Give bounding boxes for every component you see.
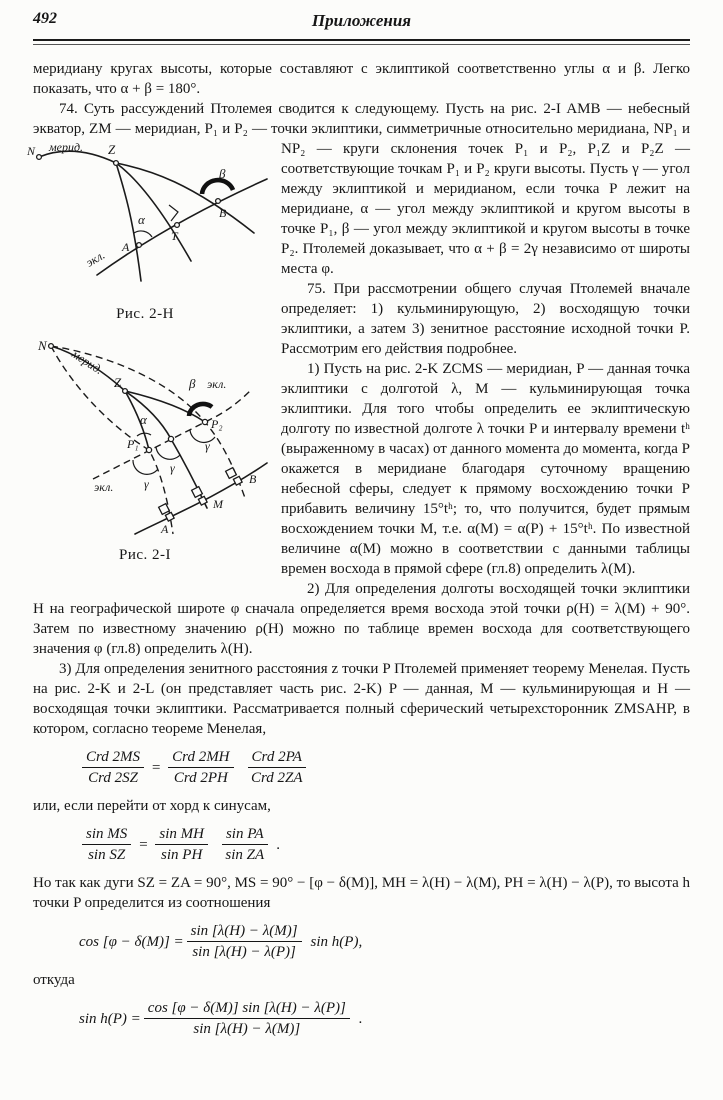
figure-2i (19, 336, 271, 565)
fraction: $\frac{\sin [\lambda(H) - \lambda(M)]}{\sin [\lambda(H) - \lambda(P)]}$ (187, 922, 302, 961)
formula-menelaus-chords (79, 748, 690, 787)
page-body (27, 59, 690, 1038)
figure-2h-caption: Рис. 2-H (116, 306, 174, 322)
point-C (168, 436, 173, 441)
point-P1 (146, 447, 151, 452)
equals-sign: = (138, 836, 149, 853)
label-ekl-top: экл. (207, 377, 227, 391)
label-P2: P₂ (211, 417, 223, 431)
right-angle-mark-B (226, 468, 237, 479)
beta-angle-arc (202, 180, 233, 194)
paragraph-75-item3: 3) Для определения зенитного расстояния z точки P Птолемей применяет теорему Менелая. Пусть на рис. 2-K и 2-L (он представляет часть рис. 2-K) P — данная, M — кульминирующая и H — восходящая точки эклиптики. Рассматривается полный сферический четырехсторонник ZMSAHP, в котором, согласно теореме Менелая, (33, 661, 690, 737)
label-ekl-bottom: экл. (94, 480, 114, 494)
formula-lhs: cos [φ − δ(M)] = (79, 933, 184, 950)
label-merid: мерид. (69, 346, 106, 378)
right-angle-mark-A (159, 504, 170, 515)
gamma-angle-arc-P1 (133, 460, 158, 474)
point-T (175, 223, 180, 228)
alpha-angle-arc (134, 231, 152, 237)
label-gamma-P2: γ (205, 439, 210, 453)
paragraph-75-item2: 2) Для определения долготы восходящей точки эклиптики H на географической широте φ сначала определяется время восхода этой точки ρ(H) = λ(M) + 90°. Затем по известному значению ρ(H) можно по таблице времен восхода для соответствующего значения φ (гл.8) определить λ(H). (33, 581, 690, 657)
paragraph-otkuda: откуда (33, 972, 75, 988)
figure-2h-drawing (19, 141, 271, 303)
fraction: $\frac{\text{sin MH}}{\text{sin PH}}$ (155, 825, 208, 864)
fraction: $\frac{\text{Crd 2PA}}{\text{Crd 2ZA}}$ (248, 748, 306, 787)
label-gamma-mid: γ (170, 461, 175, 475)
paragraph-75: 75. При рассмотрении общего случая Птолемей вначале определяет: 1) кульминирующую, 2) восходящую точки эклиптики, а затем 3) зенитное расстояние исходной точки P. Рассмотрим его действия подробнее. (281, 281, 690, 357)
header-rule (33, 39, 690, 45)
paragraph-75-item1: 1) Пусть на рис. 2-K ZCMS — меридиан, P — данная точка эклиптики с долготой λ, M — кульминирующая точка эклиптики. Для того чтобы определить ее эклиптическую долготу по известной долготе λ точки P и интервалу времени tʰ (выраженному в часах) от данного момента до момента, когда P окажется в меридиане благодаря суточному вращению небесной сферы, следует к прямому восхождению точки P прибавить величину 15°tʰ; то, что получится, будет прямым восхождением точки M, т.е. α(M) = α(P) + 15°tʰ. По известной величине α(M) можно в соответствии с данными таблицы времен восхода в прямой сфере (гл.8) определить λ(M). (281, 361, 690, 577)
label-beta: β (189, 376, 196, 391)
height-circle-ZB (116, 163, 254, 233)
label-M: M (213, 497, 223, 511)
label-B: B (219, 206, 227, 220)
formula-rhs: sin h(P), (310, 933, 363, 950)
label-N: N (38, 338, 47, 353)
declination-circle-NP1A (51, 346, 173, 534)
label-ekl: экл. (83, 247, 108, 270)
label-T: T (171, 229, 178, 243)
formula-lhs: sin h(P) = (79, 1010, 141, 1027)
point-P2 (202, 419, 207, 424)
figure-2i-caption: Рис. 2-I (118, 547, 172, 563)
label-alpha: α (140, 412, 147, 427)
formula-menelaus-sines (79, 825, 690, 864)
point-Z (114, 161, 119, 166)
fraction: $\frac{\text{sin MS}}{\text{sin SZ}}$ (82, 825, 131, 864)
paragraph-no-tak: Но так как дуги SZ = ZA = 90°, MS = 90° − [φ − δ(M)], MH = λ(H) − λ(M), PH = λ(H) − λ(P), то высота h точки P определится из соотношения (33, 875, 690, 911)
label-N: N (27, 144, 36, 158)
figure-column (19, 141, 271, 591)
equals-sign: = (151, 759, 162, 776)
label-P1: P₁ (127, 437, 139, 451)
paragraph-sinus-intro: или, если перейти от хорд к синусам, (33, 798, 271, 814)
point-N (37, 155, 42, 160)
label-Z: Z (108, 142, 116, 157)
label-Z: Z (114, 375, 122, 390)
formula-sin-height (79, 999, 690, 1038)
page-number: 492 (33, 10, 57, 27)
fraction: $\frac{\text{Crd 2MS}}{\text{Crd 2SZ}}$ (82, 748, 144, 787)
formula-rhs: . (358, 1010, 363, 1027)
label-alpha: α (138, 212, 145, 227)
running-header (33, 10, 690, 34)
paragraph-74-after-figures: P₂, P₁Z и P₂Z — соответствующие точкам P₁ и P₂ круги высоты. Пусть γ — угол между эклиптикой и меридианом, если точка P лежит на меридиане, α — угол между эклиптикой и кругом высоты в точке P₁, β — угол между эклиптикой и кругом высоты в точке P₂. Птолемей доказывает, что α + β = 2γ независимо от широты места φ. (281, 141, 690, 277)
figure-2h (19, 141, 271, 324)
fraction: $\frac{\cos [\varphi - \delta(M)] \sin [\lambda(H) - \lambda(P)]}{\sin [\lambda(H) - \lambda(M)]}$ (144, 999, 350, 1038)
label-B: B (249, 472, 257, 486)
running-header-title: Приложения (311, 11, 412, 30)
point-A (165, 512, 174, 521)
ecliptic-arc (97, 179, 267, 275)
formula-cos-relation (79, 922, 690, 961)
label-A: A (122, 240, 130, 254)
point-A (137, 243, 142, 248)
fraction: $\frac{\text{Crd 2MH}}{\text{Crd 2PH}}$ (168, 748, 233, 787)
point-B (216, 199, 221, 204)
label-merid: мерид. (49, 141, 84, 154)
label-A: A (161, 522, 169, 536)
formula-tail: . (276, 836, 281, 853)
label-gamma-P1: γ (144, 477, 149, 491)
fraction: $\frac{\text{sin PA}}{\text{sin ZA}}$ (222, 825, 268, 864)
gamma-angle-arc-P2 (190, 430, 215, 442)
paragraph-continuation: меридиану кругах высоты, которые составляют с эклиптикой соответственно углы α и β. Легко показать, что α + β = 180°. (33, 61, 690, 97)
point-Z (123, 389, 128, 394)
label-beta: β (219, 166, 226, 181)
figure-2i-drawing (19, 336, 271, 544)
paragraph-74-before-figures: 74. Суть рассуждений Птолемея сводится к следующему. Пусть на рис. 2-I AMB — небесный экватор, ZM — меридиан, P₁ и P₂ — точки эклиптики, симметричные относительно меридиана, NP₁ и NP₂ — круги склонения точек P₁ и (33, 101, 690, 157)
point-N (49, 344, 54, 349)
right-angle-mark-T (169, 205, 178, 221)
